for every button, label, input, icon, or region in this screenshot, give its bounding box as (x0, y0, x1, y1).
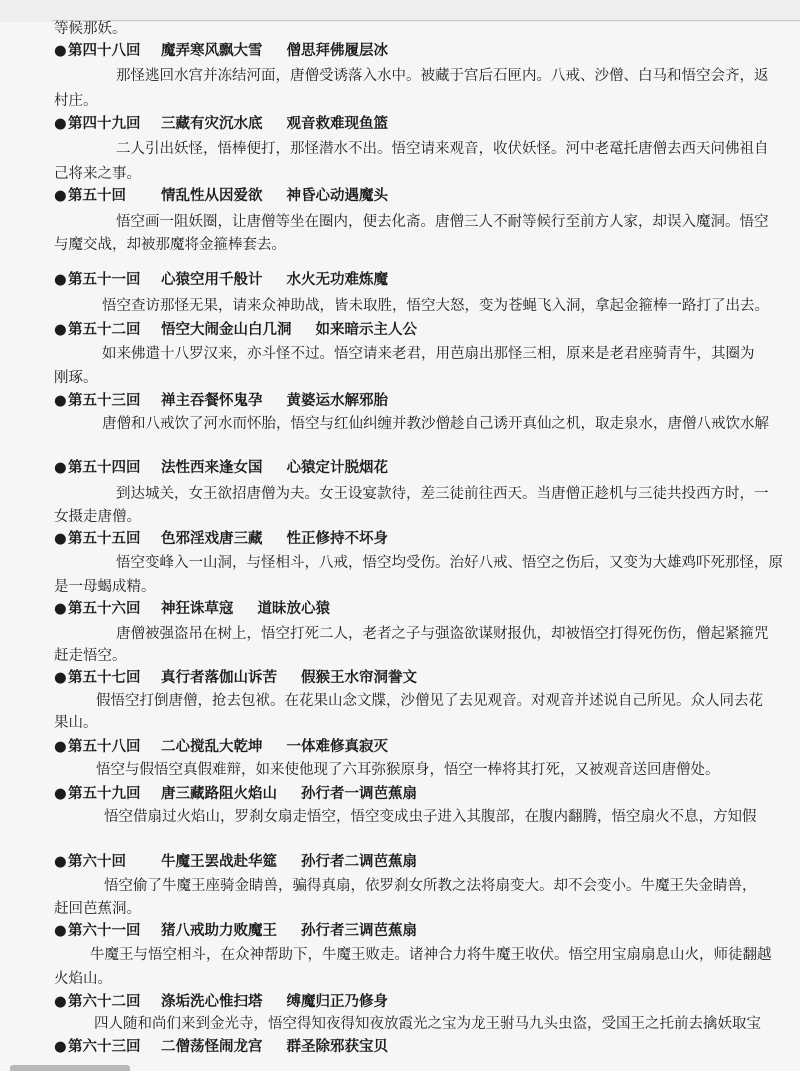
summary-paragraph-line: 悟空画一阻妖圈，让唐僧等坐在圈内，便去化斋。唐僧三人不耐等候行至前方人家，却误入魔洞。悟空 (116, 214, 769, 230)
summary-continuation-line: 与魔交战，却被那魔将金箍棒套去。 (54, 237, 286, 253)
summary-paragraph-line: 假悟空打倒唐僧，抢去包袱。在花果山念文牒，沙僧见了去见观音。对观音并述说自己所见。众人同去花 (96, 693, 763, 709)
chapter-heading (54, 40, 388, 62)
chapter-number: 第六十一回 (68, 922, 141, 939)
chapter-heading (54, 390, 388, 412)
chapter-title-first: 禅主吞餐怀鬼孕 (161, 392, 263, 409)
bullet-icon: ● (54, 738, 67, 755)
summary-paragraph-line: 四人随和尚们来到金光寺，悟空得知夜得知夜放霞光之宝为龙王驸马九头虫盗，受国王之托前去擒妖取宝 (94, 1016, 761, 1032)
bullet-icon: ● (54, 1038, 67, 1055)
chapter-heading (54, 991, 388, 1013)
bullet-icon: ● (54, 187, 67, 204)
chapter-title-second: 孙行者二调芭蕉扇 (301, 853, 417, 870)
summary-continuation-line: 火焰山。 (54, 971, 112, 987)
chapter-title-first: 心猿空用千般计 (161, 271, 263, 288)
document-page (54, 0, 800, 1071)
chapter-title-first: 牛魔王罢战赴华筵 (161, 853, 277, 870)
bullet-icon: ● (54, 271, 67, 288)
chapter-number: 第六十二回 (68, 993, 141, 1010)
chapter-title-first: 魔弄寒风飘大雪 (161, 42, 263, 59)
chapter-title-second: 观音救难现鱼篮 (286, 115, 388, 132)
summary-paragraph-line: 唐僧被强盗吊在树上，悟空打死二人，老者之子与强盗欲谋财报仇，却被悟空打得死伤伤，僧起紧箍咒 (116, 626, 769, 642)
chapter-number: 第五十二回 (68, 321, 141, 338)
chapter-number: 第五十七回 (68, 669, 141, 686)
chapter-number: 第五十一回 (68, 271, 141, 288)
chapter-title-second: 假猴王水帘洞誊文 (301, 669, 417, 686)
chapter-title-second: 心猿定计脱烟花 (286, 459, 388, 476)
summary-continuation-line: 是一母蝎成精。 (54, 579, 156, 595)
bullet-icon: ● (54, 600, 67, 617)
summary-paragraph-line: 那怪逃回水宫并冻结河面，唐僧受诱落入水中。被藏于宫后石匣内。八戒、沙僧、白马和悟空会齐，返 (116, 68, 769, 84)
bullet-icon: ● (54, 530, 67, 547)
chapter-heading (54, 185, 388, 207)
chapter-title-second: 群圣除邪获宝贝 (286, 1038, 388, 1055)
chapter-heading (54, 528, 388, 550)
chapter-number: 第六十三回 (68, 1038, 141, 1055)
chapter-number: 第五十五回 (68, 530, 141, 547)
chapter-number: 第四十九回 (68, 115, 141, 132)
chapter-title-second: 缚魔归正乃修身 (286, 993, 388, 1010)
chapter-title-second: 性正修持不坏身 (286, 530, 388, 547)
chapter-title-second: 道昧放心猿 (257, 600, 330, 617)
summary-paragraph-line: 悟空借扇过火焰山，罗刹女扇走悟空，悟空变成虫子进入其腹部，在腹内翻腾，悟空扇火不息，方知假 (104, 809, 757, 825)
chapter-number: 第五十九回 (68, 785, 141, 802)
chapter-heading (54, 783, 417, 805)
chapter-title-second: 一体难修真寂灭 (286, 738, 388, 755)
chapter-title-first: 涤垢洗心惟扫塔 (161, 993, 263, 1010)
chapter-title-second: 如来暗示主人公 (315, 321, 417, 338)
bullet-icon: ● (54, 785, 67, 802)
bullet-icon: ● (54, 922, 67, 939)
chapter-number: 第四十八回 (68, 42, 141, 59)
chapter-title-second: 神昏心动遇魔头 (286, 187, 388, 204)
bullet-icon: ● (54, 669, 67, 686)
summary-continuation-line: 等候那妖。 (54, 21, 127, 37)
chapter-heading (54, 457, 388, 479)
chapter-title-first: 法性西来逢女国 (161, 459, 263, 476)
chapter-heading (54, 1036, 388, 1058)
chapter-title-first: 真行者落伽山诉苦 (161, 669, 277, 686)
chapter-title-second: 孙行者三调芭蕉扇 (301, 922, 417, 939)
chapter-heading (54, 319, 417, 341)
chapter-heading (54, 851, 417, 873)
chapter-title-first: 猪八戒助力败魔王 (161, 922, 277, 939)
chapter-title-first: 二僧荡怪闹龙宫 (161, 1038, 263, 1055)
chapter-title-first: 神狂诛草寇 (161, 600, 234, 617)
chapter-title-first: 情乱性从因爱欲 (161, 187, 263, 204)
chapter-title-first: 色邪淫戏唐三藏 (161, 530, 263, 547)
bullet-icon: ● (54, 392, 67, 409)
chapter-heading (54, 667, 417, 689)
summary-continuation-line: 己将来之事。 (54, 166, 141, 182)
summary-paragraph-line: 悟空与假悟空真假难辩，如来使他现了六耳弥猴原身，悟空一棒将其打死，又被观音送回唐僧处。 (96, 762, 720, 778)
summary-paragraph-line: 悟空查访那怪无果，请来众神助战，皆未取胜，悟空大怒，变为苍蝇飞入洞，拿起金箍棒一路打了出去。 (102, 298, 769, 314)
summary-paragraph-line: 二人引出妖怪，悟棒便打，那怪潜水不出。悟空请来观音，收伏妖怪。河中老鼋托唐僧去西天问佛祖自 (116, 141, 769, 157)
summary-paragraph-line: 牛魔王与悟空相斗，在众神帮助下，牛魔王败走。诸神合力将牛魔王收伏。悟空用宝扇扇息山火，师徒翻越 (90, 947, 772, 963)
chapter-heading (54, 269, 388, 291)
chapter-heading (54, 598, 330, 620)
summary-continuation-line: 赶回芭蕉洞。 (54, 901, 141, 917)
bullet-icon: ● (54, 853, 67, 870)
summary-paragraph-line: 唐僧和八戒饮了河水而怀胎，悟空与红仙纠缠并教沙僧趁自己诱开真仙之机，取走泉水，唐僧八戒饮水解 (102, 416, 769, 432)
bullet-icon: ● (54, 459, 67, 476)
chapter-title-first: 唐三藏路阻火焰山 (161, 785, 277, 802)
chapter-title-second: 孙行者一调芭蕉扇 (301, 785, 417, 802)
chapter-number: 第六十回 (68, 853, 126, 870)
chapter-number: 第五十六回 (68, 600, 141, 617)
summary-continuation-line: 村庄。 (54, 93, 98, 109)
chapter-heading (54, 736, 388, 758)
chapter-title-second: 水火无功难炼魔 (286, 271, 388, 288)
chapter-title-second: 黄婆运水解邪胎 (286, 392, 388, 409)
summary-continuation-line: 女摄走唐僧。 (54, 509, 141, 525)
chapter-number: 第五十回 (68, 187, 126, 204)
summary-paragraph-line: 悟空偷了牛魔王座骑金睛兽，骗得真扇，依罗刹女所教之法将扇变大。却不会变小。牛魔王失金睛兽， (104, 878, 757, 894)
bullet-icon: ● (54, 993, 67, 1010)
bullet-icon: ● (54, 115, 67, 132)
chapter-number: 第五十八回 (68, 738, 141, 755)
chapter-heading (54, 113, 388, 135)
chapter-heading (54, 920, 417, 942)
chapter-title-second: 僧思拜佛履层冰 (286, 42, 388, 59)
chapter-title-first: 三藏有灾沉水底 (161, 115, 263, 132)
bullet-icon: ● (54, 321, 67, 338)
summary-paragraph-line: 悟空变峰入一山洞，与怪相斗，八戒，悟空均受伤。治好八戒、悟空之伤后，又变为大雄鸡吓死那怪，原 (116, 555, 783, 571)
chapter-number: 第五十四回 (68, 459, 141, 476)
summary-continuation-line: 赶走悟空。 (54, 648, 127, 664)
bullet-icon: ● (54, 42, 67, 59)
chapter-number: 第五十三回 (68, 392, 141, 409)
summary-continuation-line: 刚琢。 (54, 370, 98, 386)
summary-continuation-line: 果山。 (54, 715, 98, 731)
chapter-title-first: 悟空大闹金山白几洞 (161, 321, 292, 338)
summary-paragraph-line: 如来佛遣十八罗汉来，亦斗怪不过。悟空请来老君，用芭扇出那怪三相，原来是老君座骑青牛，其圈为 (102, 346, 755, 362)
horizontal-scrollbar[interactable] (10, 1065, 130, 1071)
chapter-title-first: 二心搅乱大乾坤 (161, 738, 263, 755)
summary-paragraph-line: 到达城关，女王欲招唐僧为夫。女王设宴款待，差三徒前往西天。当唐僧正趁机与三徒共投西方时，一 (116, 486, 769, 502)
